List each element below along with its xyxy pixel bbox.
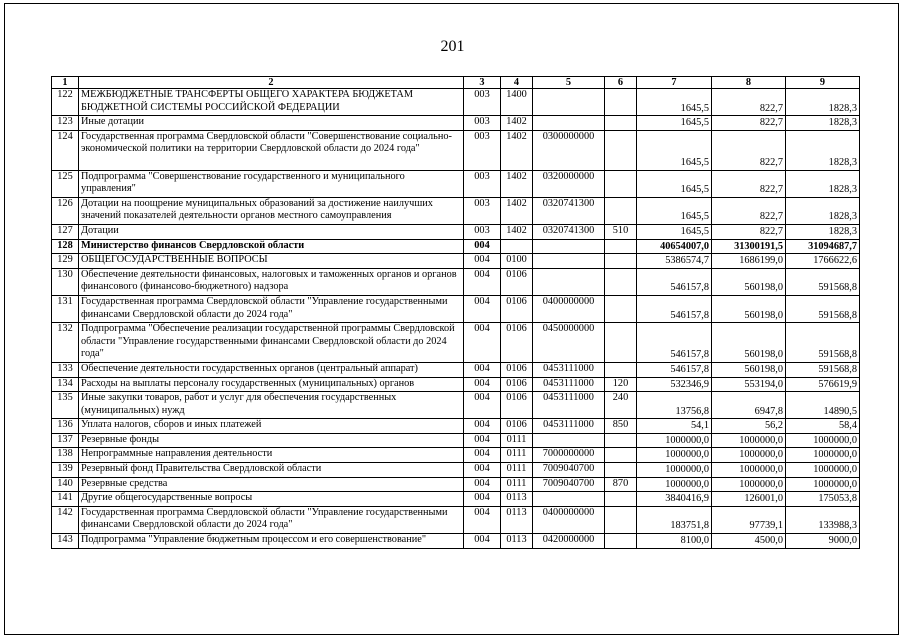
amount-year1-cell: 546157,8: [637, 323, 712, 363]
header-row: [52, 77, 860, 89]
row-number-cell: 131: [52, 295, 79, 322]
item-name-cell: Государственная программа Свердловской области "Совершенствование социально-экономической политики на территории Свердловской области до 2024 года": [79, 130, 464, 170]
table-row: [52, 492, 860, 507]
amount-year3-cell: 1828,3: [786, 224, 860, 239]
ministry-code-cell: 004: [464, 323, 501, 363]
expense-type-cell: [605, 89, 637, 116]
section-code-cell: 0106: [501, 362, 533, 377]
target-article-cell: 0400000000: [533, 506, 605, 533]
row-number-cell: 129: [52, 254, 79, 269]
amount-year3-cell: 1000000,0: [786, 463, 860, 478]
ministry-code-cell: 004: [464, 463, 501, 478]
row-number-cell: 133: [52, 362, 79, 377]
amount-year2-cell: 560198,0: [712, 268, 786, 295]
section-code-cell: 1402: [501, 116, 533, 131]
target-article-cell: [533, 239, 605, 254]
amount-year1-cell: 3840416,9: [637, 492, 712, 507]
table-row: [52, 419, 860, 434]
target-article-cell: 0450000000: [533, 323, 605, 363]
ministry-code-cell: 004: [464, 254, 501, 269]
item-name-cell: Непрограммные направления деятельности: [79, 448, 464, 463]
amount-year1-cell: 1000000,0: [637, 448, 712, 463]
amount-year3-cell: 31094687,7: [786, 239, 860, 254]
table-row: [52, 323, 860, 363]
target-article-cell: 0320000000: [533, 170, 605, 197]
table-row: [52, 130, 860, 170]
target-article-cell: 0420000000: [533, 534, 605, 549]
row-number-cell: 142: [52, 506, 79, 533]
amount-year3-cell: 1828,3: [786, 116, 860, 131]
amount-year1-cell: 1645,5: [637, 89, 712, 116]
amount-year2-cell: 1000000,0: [712, 463, 786, 478]
table-row: [52, 448, 860, 463]
section-code-cell: 0106: [501, 295, 533, 322]
target-article-cell: 7000000000: [533, 448, 605, 463]
item-name-cell: Обеспечение деятельности финансовых, налоговых и таможенных органов и органов финансового (финансово-бюджетного) надзора: [79, 268, 464, 295]
section-code-cell: 0106: [501, 268, 533, 295]
amount-year3-cell: 576619,9: [786, 377, 860, 392]
amount-year3-cell: 1828,3: [786, 197, 860, 224]
amount-year3-cell: 1828,3: [786, 130, 860, 170]
amount-year3-cell: 9000,0: [786, 534, 860, 549]
amount-year2-cell: 822,7: [712, 130, 786, 170]
amount-year2-cell: 560198,0: [712, 295, 786, 322]
expense-type-cell: [605, 506, 637, 533]
expense-type-cell: [605, 448, 637, 463]
row-number-cell: 138: [52, 448, 79, 463]
amount-year3-cell: 58,4: [786, 419, 860, 434]
budget-table: [51, 76, 860, 549]
section-code-cell: [501, 239, 533, 254]
ministry-code-cell: 004: [464, 433, 501, 448]
section-code-cell: 1402: [501, 130, 533, 170]
amount-year3-cell: 133988,3: [786, 506, 860, 533]
header-cell: 2: [79, 77, 464, 89]
item-name-cell: Резервные средства: [79, 477, 464, 492]
table-row: [52, 254, 860, 269]
row-number-cell: 139: [52, 463, 79, 478]
section-code-cell: 0106: [501, 419, 533, 434]
expense-type-cell: [605, 239, 637, 254]
amount-year3-cell: 1828,3: [786, 170, 860, 197]
section-code-cell: 0111: [501, 477, 533, 492]
section-code-cell: 0106: [501, 392, 533, 419]
target-article-cell: 7009040700: [533, 463, 605, 478]
amount-year1-cell: 532346,9: [637, 377, 712, 392]
ministry-code-cell: 003: [464, 116, 501, 131]
item-name-cell: Резервные фонды: [79, 433, 464, 448]
target-article-cell: 0453111000: [533, 362, 605, 377]
ministry-code-cell: 003: [464, 130, 501, 170]
item-name-cell: Дотации: [79, 224, 464, 239]
table-row: [52, 239, 860, 254]
target-article-cell: [533, 433, 605, 448]
amount-year1-cell: 546157,8: [637, 295, 712, 322]
item-name-cell: Подпрограмма "Управление бюджетным процессом и его совершенствование": [79, 534, 464, 549]
table-row: [52, 170, 860, 197]
item-name-cell: ОБЩЕГОСУДАРСТВЕННЫЕ ВОПРОСЫ: [79, 254, 464, 269]
expense-type-cell: [605, 534, 637, 549]
amount-year2-cell: 560198,0: [712, 362, 786, 377]
ministry-code-cell: 004: [464, 392, 501, 419]
section-code-cell: 0113: [501, 534, 533, 549]
amount-year1-cell: 183751,8: [637, 506, 712, 533]
amount-year1-cell: 40654007,0: [637, 239, 712, 254]
header-cell: 7: [637, 77, 712, 89]
table-row: [52, 197, 860, 224]
row-number-cell: 124: [52, 130, 79, 170]
amount-year1-cell: 8100,0: [637, 534, 712, 549]
amount-year2-cell: 822,7: [712, 89, 786, 116]
item-name-cell: Резервный фонд Правительства Свердловской области: [79, 463, 464, 478]
table-row: [52, 116, 860, 131]
ministry-code-cell: 004: [464, 295, 501, 322]
ministry-code-cell: 004: [464, 477, 501, 492]
header-cell: 9: [786, 77, 860, 89]
item-name-cell: Другие общегосударственные вопросы: [79, 492, 464, 507]
section-code-cell: 0106: [501, 323, 533, 363]
ministry-code-cell: 004: [464, 268, 501, 295]
item-name-cell: Иные закупки товаров, работ и услуг для обеспечения государственных (муниципальных) нужд: [79, 392, 464, 419]
amount-year3-cell: 1000000,0: [786, 448, 860, 463]
header-cell: 1: [52, 77, 79, 89]
table-row: [52, 268, 860, 295]
table-row: [52, 433, 860, 448]
item-name-cell: Уплата налогов, сборов и иных платежей: [79, 419, 464, 434]
table-row: [52, 362, 860, 377]
row-number-cell: 125: [52, 170, 79, 197]
row-number-cell: 141: [52, 492, 79, 507]
expense-type-cell: 240: [605, 392, 637, 419]
item-name-cell: Подпрограмма "Совершенствование государственного и муниципального управления": [79, 170, 464, 197]
ministry-code-cell: 004: [464, 506, 501, 533]
ministry-code-cell: 003: [464, 170, 501, 197]
section-code-cell: 1402: [501, 197, 533, 224]
page-number: 201: [440, 38, 465, 55]
ministry-code-cell: 003: [464, 197, 501, 224]
amount-year2-cell: 822,7: [712, 116, 786, 131]
amount-year2-cell: 126001,0: [712, 492, 786, 507]
ministry-code-cell: 003: [464, 224, 501, 239]
row-number-cell: 143: [52, 534, 79, 549]
expense-type-cell: 850: [605, 419, 637, 434]
target-article-cell: [533, 254, 605, 269]
table-row: [52, 377, 860, 392]
row-number-cell: 128: [52, 239, 79, 254]
header-cell: 6: [605, 77, 637, 89]
amount-year1-cell: 1645,5: [637, 170, 712, 197]
table-row: [52, 392, 860, 419]
ministry-code-cell: 004: [464, 377, 501, 392]
amount-year1-cell: 1645,5: [637, 224, 712, 239]
amount-year2-cell: 822,7: [712, 197, 786, 224]
target-article-cell: 7009040700: [533, 477, 605, 492]
expense-type-cell: [605, 197, 637, 224]
section-code-cell: 0113: [501, 506, 533, 533]
amount-year2-cell: 560198,0: [712, 323, 786, 363]
section-code-cell: 0111: [501, 448, 533, 463]
row-number-cell: 127: [52, 224, 79, 239]
section-code-cell: 1402: [501, 224, 533, 239]
ministry-code-cell: 003: [464, 89, 501, 116]
row-number-cell: 122: [52, 89, 79, 116]
target-article-cell: [533, 89, 605, 116]
expense-type-cell: [605, 323, 637, 363]
row-number-cell: 135: [52, 392, 79, 419]
target-article-cell: [533, 268, 605, 295]
row-number-cell: 140: [52, 477, 79, 492]
section-code-cell: 0111: [501, 433, 533, 448]
expense-type-cell: [605, 170, 637, 197]
target-article-cell: 0400000000: [533, 295, 605, 322]
expense-type-cell: [605, 116, 637, 131]
ministry-code-cell: 004: [464, 362, 501, 377]
expense-type-cell: [605, 254, 637, 269]
item-name-cell: МЕЖБЮДЖЕТНЫЕ ТРАНСФЕРТЫ ОБЩЕГО ХАРАКТЕРА БЮДЖЕТАМ БЮДЖЕТНОЙ СИСТЕМЫ РОССИЙСКОЙ ФЕДЕРАЦИИ: [79, 89, 464, 116]
target-article-cell: 0453111000: [533, 419, 605, 434]
amount-year3-cell: 14890,5: [786, 392, 860, 419]
header-cell: 3: [464, 77, 501, 89]
target-article-cell: 0453111000: [533, 377, 605, 392]
amount-year2-cell: 822,7: [712, 170, 786, 197]
amount-year1-cell: 546157,8: [637, 268, 712, 295]
table-row: [52, 89, 860, 116]
ministry-code-cell: 004: [464, 492, 501, 507]
expense-type-cell: [605, 492, 637, 507]
amount-year1-cell: 1645,5: [637, 197, 712, 224]
amount-year1-cell: 1645,5: [637, 130, 712, 170]
row-number-cell: 126: [52, 197, 79, 224]
item-name-cell: Государственная программа Свердловской области "Управление государственными финансами Свердловской области до 2024 года": [79, 506, 464, 533]
item-name-cell: Дотации на поощрение муниципальных образований за достижение наилучших значений показателей деятельности органов местного самоуправления: [79, 197, 464, 224]
item-name-cell: Обеспечение деятельности государственных органов (центральный аппарат): [79, 362, 464, 377]
ministry-code-cell: 004: [464, 419, 501, 434]
amount-year2-cell: 4500,0: [712, 534, 786, 549]
amount-year1-cell: 546157,8: [637, 362, 712, 377]
amount-year2-cell: 31300191,5: [712, 239, 786, 254]
amount-year1-cell: 1000000,0: [637, 477, 712, 492]
amount-year3-cell: 1000000,0: [786, 477, 860, 492]
table-row: [52, 295, 860, 322]
ministry-code-cell: 004: [464, 239, 501, 254]
section-code-cell: 1402: [501, 170, 533, 197]
amount-year3-cell: 1828,3: [786, 89, 860, 116]
amount-year1-cell: 1645,5: [637, 116, 712, 131]
amount-year3-cell: 591568,8: [786, 362, 860, 377]
row-number-cell: 134: [52, 377, 79, 392]
table-row: [52, 506, 860, 533]
ministry-code-cell: 004: [464, 448, 501, 463]
target-article-cell: 0320741300: [533, 224, 605, 239]
amount-year1-cell: 1000000,0: [637, 463, 712, 478]
expense-type-cell: [605, 433, 637, 448]
amount-year2-cell: 56,2: [712, 419, 786, 434]
row-number-cell: 137: [52, 433, 79, 448]
ministry-code-cell: 004: [464, 534, 501, 549]
amount-year2-cell: 97739,1: [712, 506, 786, 533]
expense-type-cell: [605, 130, 637, 170]
expense-type-cell: 510: [605, 224, 637, 239]
amount-year3-cell: 175053,8: [786, 492, 860, 507]
item-name-cell: Государственная программа Свердловской области "Управление государственными финансами Свердловской области до 2024 года": [79, 295, 464, 322]
section-code-cell: 0113: [501, 492, 533, 507]
target-article-cell: [533, 116, 605, 131]
target-article-cell: 0453111000: [533, 392, 605, 419]
target-article-cell: 0300000000: [533, 130, 605, 170]
header-cell: 8: [712, 77, 786, 89]
section-code-cell: 1400: [501, 89, 533, 116]
expense-type-cell: [605, 295, 637, 322]
table-row: [52, 463, 860, 478]
item-name-cell: Министерство финансов Свердловской области: [79, 239, 464, 254]
row-number-cell: 123: [52, 116, 79, 131]
item-name-cell: Расходы на выплаты персоналу государственных (муниципальных) органов: [79, 377, 464, 392]
row-number-cell: 136: [52, 419, 79, 434]
amount-year1-cell: 54,1: [637, 419, 712, 434]
amount-year2-cell: 1000000,0: [712, 433, 786, 448]
amount-year2-cell: 1686199,0: [712, 254, 786, 269]
item-name-cell: Подпрограмма "Обеспечение реализации государственной программы Свердловской области "Управление государственными финансами Свердловской области до 2024 года": [79, 323, 464, 363]
row-number-cell: 132: [52, 323, 79, 363]
expense-type-cell: [605, 463, 637, 478]
table-row: [52, 224, 860, 239]
amount-year2-cell: 553194,0: [712, 377, 786, 392]
item-name-cell: Иные дотации: [79, 116, 464, 131]
amount-year1-cell: 5386574,7: [637, 254, 712, 269]
header-cell: 5: [533, 77, 605, 89]
amount-year2-cell: 1000000,0: [712, 477, 786, 492]
amount-year1-cell: 13756,8: [637, 392, 712, 419]
expense-type-cell: 870: [605, 477, 637, 492]
table-row: [52, 534, 860, 549]
section-code-cell: 0111: [501, 463, 533, 478]
expense-type-cell: 120: [605, 377, 637, 392]
amount-year3-cell: 1000000,0: [786, 433, 860, 448]
amount-year3-cell: 591568,8: [786, 295, 860, 322]
section-code-cell: 0100: [501, 254, 533, 269]
target-article-cell: 0320741300: [533, 197, 605, 224]
amount-year2-cell: 822,7: [712, 224, 786, 239]
row-number-cell: 130: [52, 268, 79, 295]
table-row: [52, 477, 860, 492]
expense-type-cell: [605, 362, 637, 377]
amount-year2-cell: 1000000,0: [712, 448, 786, 463]
header-cell: 4: [501, 77, 533, 89]
amount-year2-cell: 6947,8: [712, 392, 786, 419]
section-code-cell: 0106: [501, 377, 533, 392]
target-article-cell: [533, 492, 605, 507]
amount-year1-cell: 1000000,0: [637, 433, 712, 448]
amount-year3-cell: 591568,8: [786, 323, 860, 363]
amount-year3-cell: 591568,8: [786, 268, 860, 295]
expense-type-cell: [605, 268, 637, 295]
amount-year3-cell: 1766622,6: [786, 254, 860, 269]
